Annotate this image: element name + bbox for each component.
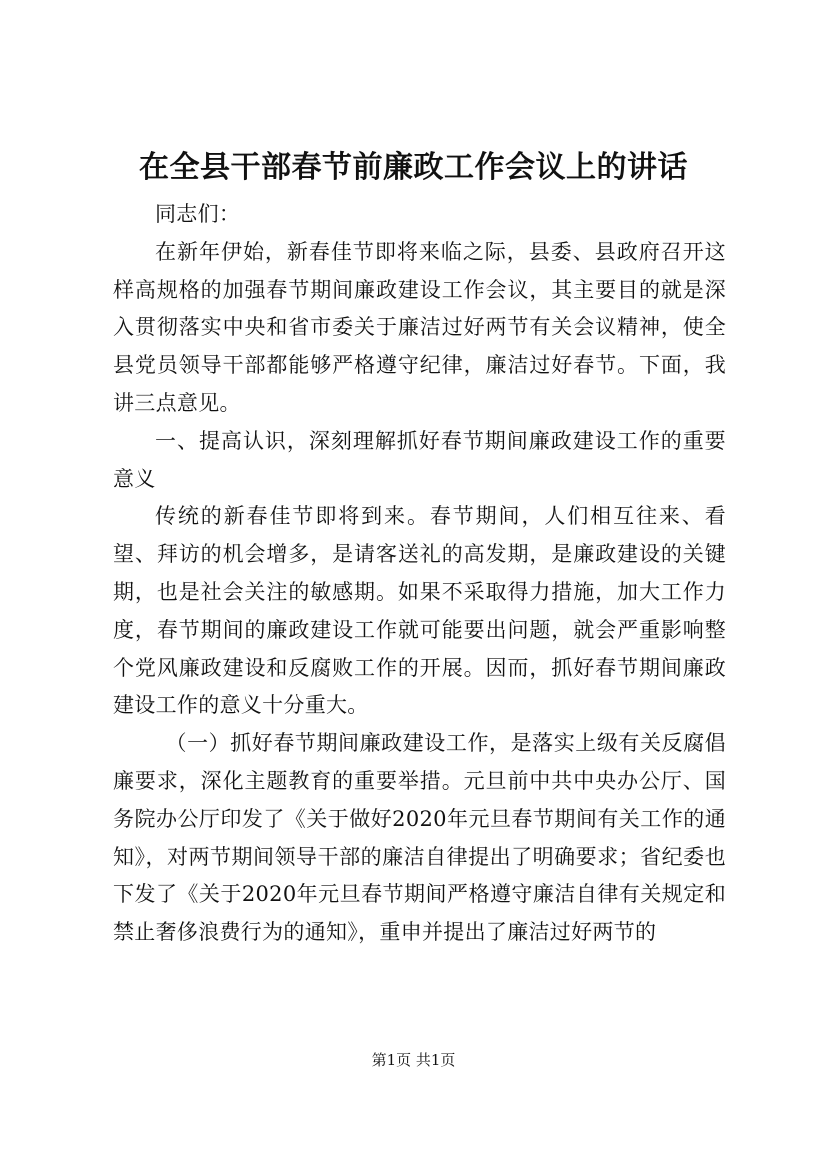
- page-footer: 第1页 共1页: [371, 1051, 456, 1069]
- document-body: [113, 196, 726, 952]
- intro-paragraph: 在新年伊始，新春佳节即将来临之际，县委、县政府召开这样高规格的加强春节期间廉政建设工作会议，其主要目的就是深入贯彻落实中央和省市委关于廉洁过好两节有关会议精神，使全县党员领导干部都能够严格遵守纪律，廉洁过好春节。下面，我讲三点意见。: [113, 239, 726, 415]
- salutation-paragraph: 同志们：: [155, 202, 241, 226]
- section-body-paragraph: 传统的新春佳节即将到来。春节期间，人们相互往来、看望、拜访的机会增多，是请客送礼的高发期，是廉政建设的关键期，也是社会关注的敏感期。如果不采取得力措施，加大工作力度，春节期间的廉政建设工作就可能要出问题，就会严重影响整个党风廉政建设和反腐败工作的开展。因而，抓好春节期间廉政建设工作的意义十分重大。: [113, 504, 726, 718]
- document-title: 在全县干部春节前廉政工作会议上的讲话: [139, 150, 688, 185]
- subsection-paragraph: （一）抓好春节期间廉政建设工作，是落实上级有关反腐倡廉要求，深化主题教育的重要举措。元旦前中共中央办公厅、国务院办公厅印发了《关于做好2020年元旦春节期间有关工作的通知》，对两节期间领导干部的廉洁自律提出了明确要求；省纪委也下发了《关于2020年元旦春节期间严格遵守廉洁自律有关规定和禁止奢侈浪费行为的通知》，重申并提出了廉洁过好两节的: [113, 731, 726, 945]
- section-heading-paragraph: 一、提高认识，深刻理解抓好春节期间廉政建设工作的重要意义: [113, 428, 726, 491]
